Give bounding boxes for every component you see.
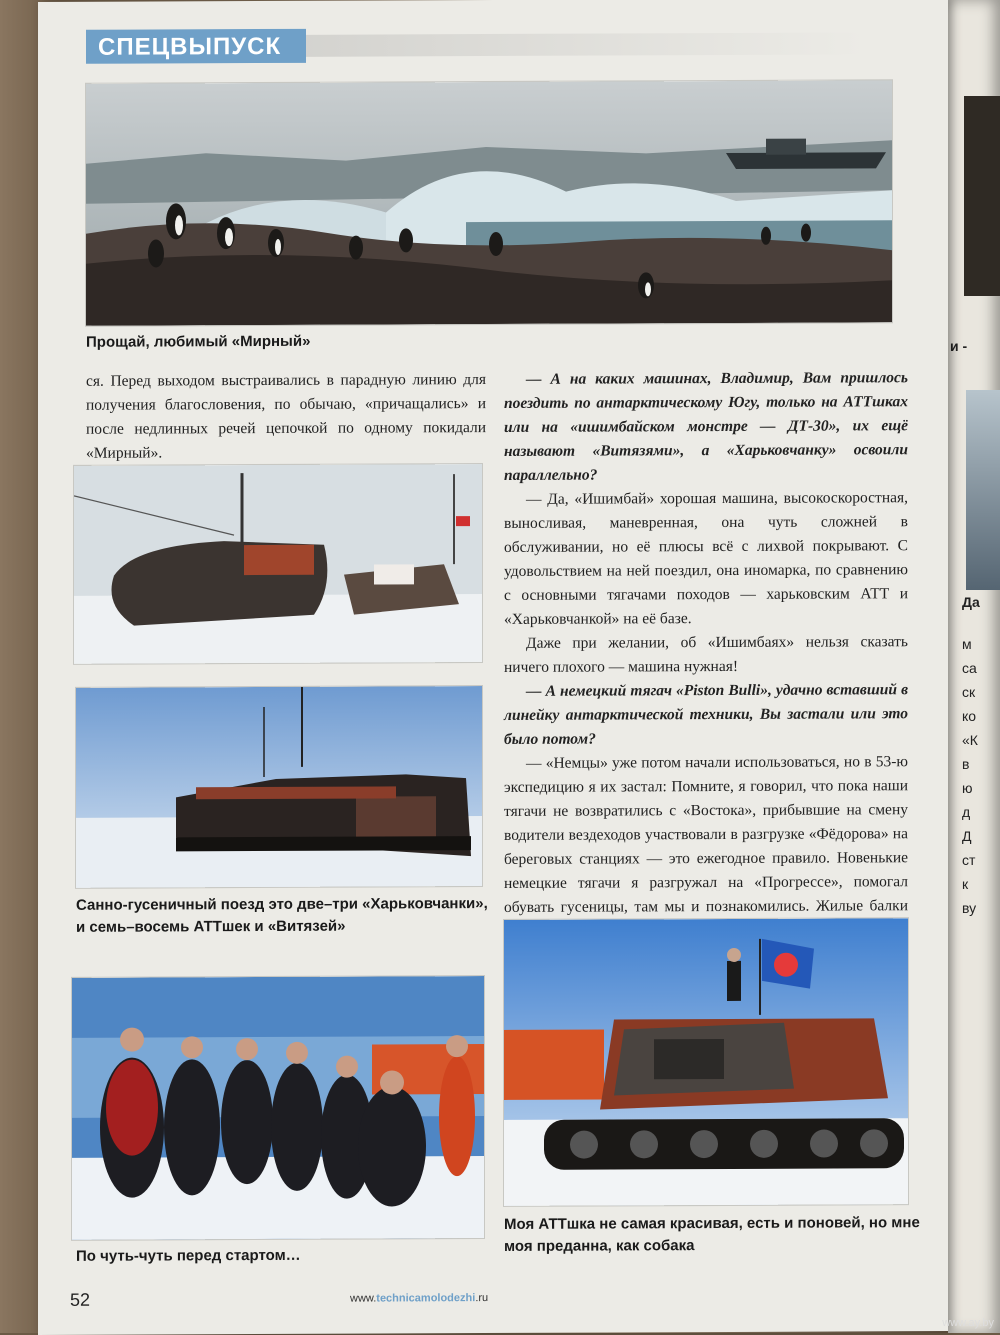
next-page-fragment-line: ск bbox=[962, 684, 976, 700]
magazine-page bbox=[38, 0, 948, 1335]
header-rule bbox=[306, 32, 866, 56]
next-page-fragment-caption: Да bbox=[962, 594, 980, 610]
question-1: — А на каких машинах, Владимир, Вам пришлось поездить по антарктическому Югу, только на АТТшках или на «ишимбайском монстре — ДТ-30», их ещё называют «Витязями», а «Харьковчанку» освоили параллельно? bbox=[504, 369, 908, 484]
next-page-edge bbox=[948, 0, 1000, 1333]
answer-2: Даже при желании, об «Ишимбаях» нельзя сказать ничего плохого — машина нужная! bbox=[504, 633, 908, 676]
next-page-fragment-line: «К bbox=[962, 732, 978, 748]
page-number: 52 bbox=[70, 1289, 91, 1310]
penguins-illustration bbox=[86, 80, 892, 326]
footer-url[interactable] bbox=[350, 1292, 488, 1305]
photo-tractors-blizzard bbox=[74, 464, 482, 664]
caption-crew: По чуть-чуть перед стартом… bbox=[76, 1246, 301, 1265]
right-column-text bbox=[504, 366, 908, 992]
next-page-fragment-line: ко bbox=[962, 708, 977, 724]
next-page-photo-2 bbox=[966, 390, 1000, 590]
photo-mirny-penguins bbox=[86, 80, 892, 326]
next-page-fragment-line: м bbox=[962, 636, 972, 652]
next-page-fragment-line: д bbox=[962, 804, 971, 820]
next-page-fragment-line: ст bbox=[962, 852, 976, 868]
caption-att-line-1: Моя АТТшка не самая красивая, есть и поновей, но мне bbox=[504, 1214, 920, 1233]
question-2: — А немецкий тягач «Piston Bulli», удачно вставший в линейку антарктической техники, Вы застали или это было потом? bbox=[504, 681, 908, 748]
answer-3: — «Немцы» уже потом начали использоваться, но в 53-ю экспедицию я их застал: Помните, я говорил, что пока наши тягачи не возвратились с «Востока», прибывшие на смену водители вездеходов участвовали в разгрузке «Фёдорова» на береговых станциях — это ежегодное правило. Новенькие немецкие тягачи я разгружал на «Прогрессе», помогал обувать гусеницы, там мы и познакомились. Жилые балки bbox=[504, 753, 908, 916]
section-header bbox=[86, 29, 306, 64]
next-page-fragment-line: ву bbox=[962, 900, 977, 916]
section-title: СПЕЦВЫПУСК bbox=[98, 32, 282, 61]
caption-top-photo: Прощай, любимый «Мирный» bbox=[86, 332, 311, 351]
next-page-fragment-line: ю bbox=[962, 780, 973, 796]
next-page-fragment-line: в bbox=[962, 756, 970, 772]
next-page-fragment-line: са bbox=[962, 660, 977, 676]
next-page-fragment-line: Д bbox=[962, 828, 972, 844]
caption-train-line-1: Санно-гусеничный поезд это две–три «Харьковчанки», bbox=[76, 895, 488, 914]
left-paragraph-1: ся. Перед выходом выстраивались в парадную линию для получения благословения, по обычаю, «причащались» и после недлинных речей цепочкой по одному покидали «Мирный». bbox=[86, 371, 486, 462]
footer-url-suffix: .ru bbox=[475, 1292, 489, 1305]
next-page-photo-1 bbox=[964, 96, 1000, 296]
caption-att-line-2: моя преданна, как собака bbox=[504, 1237, 695, 1255]
footer-url-prefix: www. bbox=[350, 1292, 377, 1305]
next-page-fragment-top: и - bbox=[950, 338, 968, 354]
photo-crew-before-start bbox=[72, 976, 484, 1240]
left-column-text bbox=[86, 368, 486, 466]
answer-1: — Да, «Ишимбай» хорошая машина, высокоскоростная, выносливая, маневренная, она чуть сложней в обслуживании, но её плюсы всё с лихвой покрывают. С удовольствием на ней поездил, она иномарка, по сравнению с основными тягачами походов — харьковским АТТ и «Харьковчанкой» на её базе. bbox=[504, 489, 908, 628]
next-page-fragment-line: к bbox=[962, 876, 969, 892]
photo-sledge-train bbox=[76, 686, 482, 888]
caption-train-line-2: и семь–восемь АТТшек и «Витязей» bbox=[76, 917, 346, 936]
watermark: www.ay.by bbox=[942, 1317, 994, 1329]
photo-att-tractor bbox=[504, 918, 908, 1206]
footer-url-main: technicamolodezhi bbox=[376, 1292, 476, 1305]
